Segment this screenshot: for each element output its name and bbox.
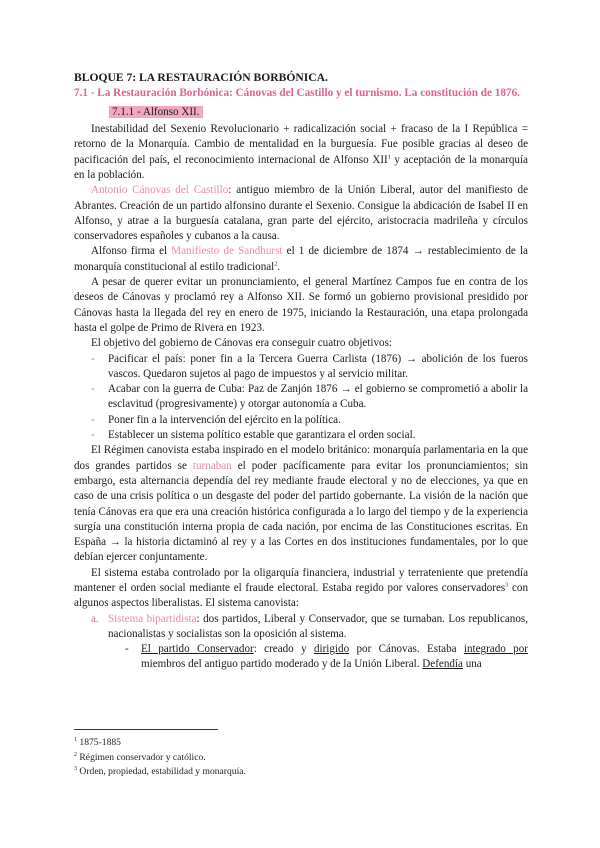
page-title: BLOQUE 7: LA RESTAURACIÓN BORBÓNICA. [74,71,328,84]
objectives-list [74,352,528,444]
list-item: - Establecer un sistema político estable que garantizara el orden social. [91,428,528,443]
list-item-conservative: - El partido Conservador: creado y dirigido por Cánovas. Estaba integrado por miembros del antiguo partido moderado y de la Unión Liberal. Defendía una [125,643,528,671]
footnote-1: $^1$ 1875-1885 [74,736,121,748]
paragraph-4: A pesar de querer evitar un pronunciamiento, el general Martínez Campos fue en contra de los deseos de Cánovas y proclamó rey a Alfonso XII. Se formó un gobierno provisional presidido por Cánovas hasta la llegada del rey en enero de 1975, iniciando la Restauración, una etapa prolongada hasta el golpe de Primo de Rivera en 1923. [74,276,528,334]
subsection-text: 7.1.1 - Alfonso XII. [112,105,200,118]
section-heading: 7.1 - La Restauración Borbónica: Cánovas del Castillo y el turnismo. La constitución de 1876. [74,87,520,100]
footnote-ref-3[interactable]: 3 [505,582,509,589]
list-item: - Acabar con la guerra de Cuba: Paz de Zanjón 1876 → el gobierno se comprometió a abolir la esclavitud (progresivamente) y otorgar autonomía a Cuba. [91,382,528,413]
list-item: - Pacificar el país: poner fin a la Tercera Guerra Carlista (1876) → abolición de los fueros vascos. Quedaron sujetos al pago de impuestos y al servicio militar. [91,352,528,383]
subsection-heading [109,105,528,120]
conservative-title: El partido Conservador [141,643,254,656]
footnote-2: $^2$ Régimen conservador y católico. [74,751,206,763]
paragraph-1: Inestabilidad del Sexenio Revolucionario + radicalización social + fracaso de la I República = retorno de la Monarquía. Cambio de mentalidad en la burguesía. Fue posible gracias al deseo de pacificación del país, el reconocimiento internacional de Alfonso XII$^1$ y aceptación de la monarquía en la población. [74,123,528,181]
footnote-ref-1[interactable]: 1 [387,154,391,160]
list-item-a: a. Sistema bipartidista: dos partidos, Liberal y Conservador, que se turnaban. Los republicanos, nacionalistas y socialistas son la oposición al sistema. [91,612,528,640]
list-marker: a. [91,612,99,625]
turnaban-word: turnaban [192,459,232,472]
footnote-divider [74,729,218,730]
list-item: - Poner fin a la intervención del ejército en la política. [91,413,528,428]
canovas-name: Antonio Cánovas del Castillo [91,184,229,197]
document-page [74,70,528,673]
bipartisan-title: Sistema bipartidista [108,612,197,625]
footnote-3: $^3$ Orden, propiedad, estabilidad y monarquía. [74,765,246,777]
list-marker: - [125,643,129,656]
paragraph-5: El objetivo del gobierno de Cánovas era conseguir cuatro objetivos: [91,337,392,350]
paragraph-6: El Régimen canovista estaba inspirado en el modelo británico: monarquía parlamentaria en la que dos grandes partidos se turnaban el poder pacíficamente para evitar los pronunciamientos; sin embargo, esta alternancia dependía del rey mediante fraude electoral y no de elecciones, ya que en caso de una crisis política o un desgaste del poder del partido gobernante. La visión de la nación que tenía Cánovas era que era una creación histórica configurada a lo largo del tiempo y de la experiencia surgía una constitución interna propia de cada nación, por encima de las Constituciones escritas. En España → la historia dictaminó al rey y a las Cortes en dos instituciones fundamentales, por lo que debían ejercer conjuntamente. [74,444,528,564]
paragraph-3: Alfonso firma el Manifiesto de Sandhurst el 1 de diciembre de 1874 → restablecimiento de la monarquía constitucional al estilo tradicional$^2$. [74,245,528,273]
paragraph-7: El sistema estaba controlado por la oligarquía financiera, industrial y terrateniente que pretendía mantener el orden social mediante el fraude electoral. Estaba regido por valores conservadores$^3$ con algunos aspectos liberalistas. El sistema canovista: [74,566,528,610]
paragraph-2: Antonio Cánovas del Castillo: antiguo miembro de la Unión Liberal, autor del manifiesto de Abrantes. Creación de un partido alfonsino durante el Sexenio. Consigue la abdicación de Isabel II en Alfonso, y atrae a la burguesía catalana, gran parte del ejército, aristocracia madrileña y círculos conservadores españoles y cubanos a la causa. [74,184,528,243]
footnotes [74,736,246,780]
sandhurst-manifesto: Manifiesto de Sandhurst [171,245,283,258]
footnote-ref-2[interactable]: 2 [274,261,278,268]
subsection-highlight [109,106,203,118]
